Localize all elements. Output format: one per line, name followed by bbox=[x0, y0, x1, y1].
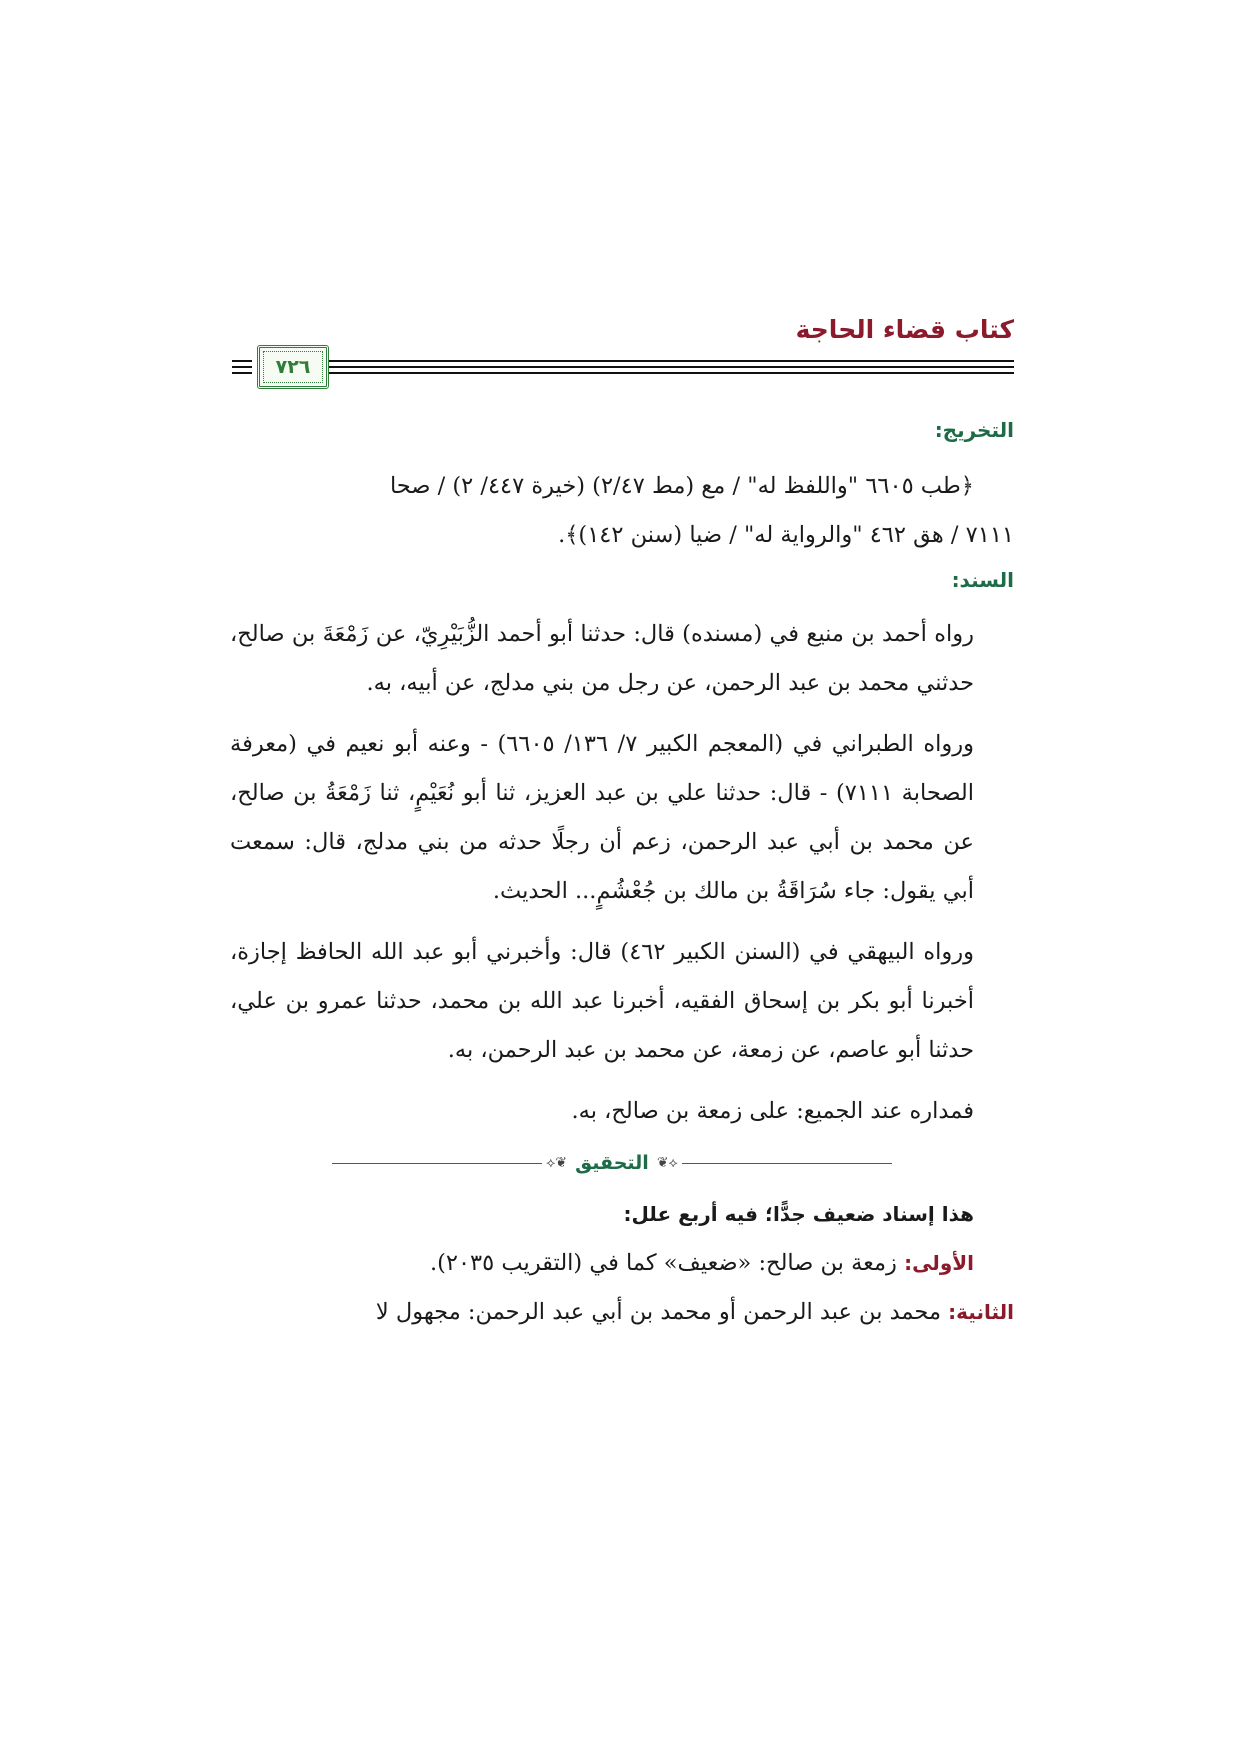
header-rule bbox=[284, 366, 1014, 368]
sanad-paragraph-1: رواه أحمد بن منيع في (مسنده) قال: حدثنا أبو أحمد الزُّبَيْرِيّ، عن زَمْعَةَ بن صالح، حدثني محمد بن عبد الرحمن، عن رجل من بني مدلج، عن أبيه، به. bbox=[230, 621, 974, 696]
first-defect bbox=[230, 1239, 1014, 1288]
sanad-heading: السند: bbox=[951, 568, 1014, 592]
second-defect-text: محمد بن عبد الرحمن أو محمد بن أبي عبد الرحمن: مجهول لا bbox=[375, 1299, 949, 1325]
page-content bbox=[230, 410, 1014, 1337]
ornament-icon: ❦⟡ bbox=[546, 1154, 568, 1171]
sanad-summary: فمداره عند الجميع: على زمعة بن صالح، به. bbox=[571, 1098, 974, 1124]
second-defect bbox=[230, 1288, 1014, 1337]
second-defect-label: الثانية: bbox=[948, 1300, 1014, 1324]
header-rule-left bbox=[232, 372, 252, 374]
tahqiq-separator bbox=[332, 1146, 892, 1180]
page-number-frame bbox=[257, 345, 329, 389]
header-rule-left bbox=[232, 360, 252, 362]
sanad-paragraph-3: ورواه البيهقي في (السنن الكبير ٤٦٢) قال: وأخبرني أبو عبد الله الحافظ إجازة، أخبرنا أبو بكر بن إسحاق الفقيه، أخبرنا عبد الله بن محمد، حدثنا عمرو بن علي، حدثنا أبو عاصم، عن زمعة، عن محمد بن عبد الرحمن، به. bbox=[230, 939, 974, 1063]
tahqiq-intro: هذا إسناد ضعيف جدًّا؛ فيه أربع علل: bbox=[623, 1202, 974, 1226]
book-title: كتاب قضاء الحاجة bbox=[795, 315, 1014, 344]
page-header bbox=[232, 315, 1014, 390]
first-defect-text: زمعة بن صالح: «ضعيف» كما في (التقريب ٢٠٣٥). bbox=[429, 1250, 905, 1276]
first-defect-label: الأولى: bbox=[904, 1251, 974, 1275]
separator-line bbox=[682, 1163, 892, 1164]
takhrij-line-1: ﴿طب ٦٦٠٥ "واللفظ له" / مع (مط ٢/٤٧) (خيرة ٤٤٧/ ٢) / صحا bbox=[389, 473, 974, 499]
takhrij-line-2: ٧١١١ / هق ٤٦٢ "والرواية له" / ضيا (سنن ١٤٢)﴾. bbox=[558, 522, 1014, 548]
header-rule bbox=[284, 360, 1014, 362]
tahqiq-title: التحقيق bbox=[575, 1151, 649, 1174]
separator-line bbox=[332, 1163, 542, 1164]
sanad-paragraph-2: ورواه الطبراني في (المعجم الكبير ٧/ ١٣٦/ ٦٦٠٥) - وعنه أبو نعيم في (معرفة الصحابة ٧١١١) - قال: حدثنا علي بن عبد العزيز، ثنا أبو نُعَيْمٍ، ثنا زَمْعَةُ بن صالح، عن محمد بن أبي عبد الرحمن، زعم أن رجلًا حدثه من بني مدلج، قال: سمعت أبي يقول: جاء سُرَاقَةُ بن مالك بن جُعْشُمٍ... الحديث. bbox=[230, 731, 975, 904]
ornament-icon: ⟡❦ bbox=[656, 1154, 678, 1171]
takhrij-heading: التخريج: bbox=[934, 418, 1014, 442]
page-number: ٧٢٦ bbox=[275, 356, 311, 378]
header-rule-left bbox=[232, 366, 252, 368]
header-rule bbox=[284, 372, 1014, 374]
